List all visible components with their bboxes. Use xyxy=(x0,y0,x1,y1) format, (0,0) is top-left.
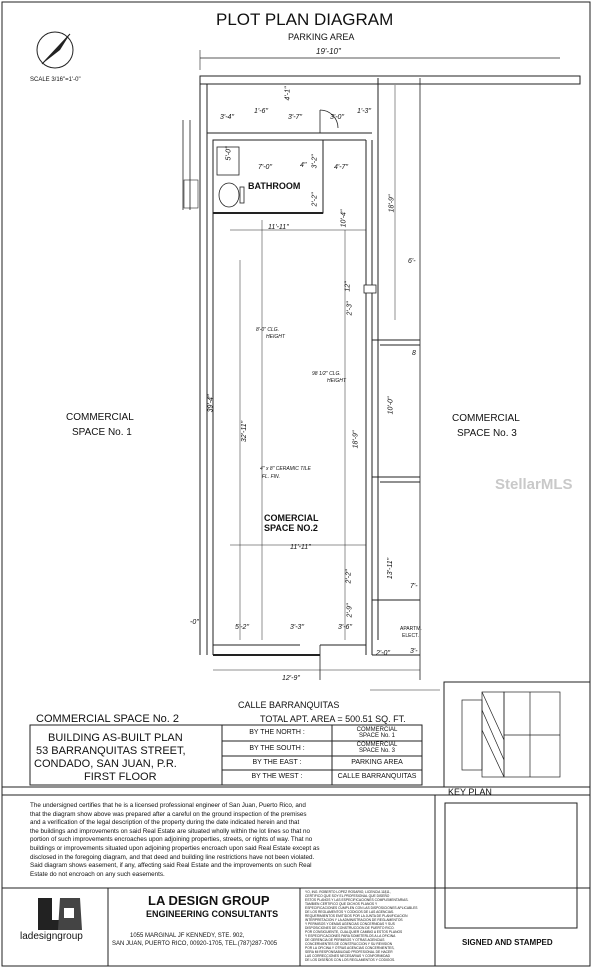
ceiling-note: HEIGHT xyxy=(327,378,346,384)
space-3-label: COMMERCIAL xyxy=(452,413,520,424)
bathroom-label: BATHROOM xyxy=(248,181,301,191)
page-title: PLOT PLAN DIAGRAM xyxy=(216,10,394,29)
commercial-space-label: COMMERCIAL SPACE No. 2 xyxy=(36,713,180,725)
company-address: 1055 MARGINAL JF KENNEDY, STE. 902, xyxy=(130,933,245,939)
space-1-label: COMMERCIAL xyxy=(66,412,134,423)
dim-label: 3'-7" xyxy=(288,114,302,121)
building-line: 53 BARRANQUITAS STREET, xyxy=(36,745,186,757)
dim-label: 5'-0" xyxy=(225,146,233,161)
bound-value: CALLE BARRANQUITAS xyxy=(337,773,417,780)
dim-label: 2'-0" xyxy=(376,650,390,657)
bound-label: BY THE NORTH : xyxy=(249,729,305,736)
total-area-label: TOTAL APT. AREA = 500.51 SQ. FT. xyxy=(260,714,406,724)
dim-label: 3'-0" xyxy=(330,114,344,121)
dim-label: 13'-11" xyxy=(387,557,395,580)
building-line: CONDADO, SAN JUAN, P.R. xyxy=(34,758,177,770)
dim-label: 11'-11" xyxy=(290,544,311,551)
dim-label: 3'-2" xyxy=(311,154,319,169)
dim-label: 2'-9" xyxy=(346,603,354,618)
dim-label: 3'-4" xyxy=(220,114,234,121)
dim-label: 10'-4" xyxy=(340,209,348,228)
dim-label: 3'- xyxy=(410,648,418,655)
bound-value: COMMERCIAL xyxy=(356,727,398,733)
dim-label: 18'-9" xyxy=(352,430,360,449)
building-line: FIRST FLOOR xyxy=(84,771,157,783)
tile-note: 4" x 8" CERAMIC TILE xyxy=(260,466,311,472)
space-2-label: COMERCIAL xyxy=(264,513,319,523)
logo-text: ladesigngroup xyxy=(20,931,83,942)
street-label: CALLE BARRANQUITAS xyxy=(238,700,340,710)
parking-area-label: PARKING AREA xyxy=(288,32,355,42)
bound-value: SPACE No. 3 xyxy=(359,748,395,754)
spanish-certification: YO, ING. ROBERTO LOPEZ ROSARIO, LICENCIA 11811, CERTIFICO QUE SOY EL PROFESIONAL QUE DISEÑO ESTOS PLANOS Y LAS ESPECIFICACIONES COMPLEMENTARIAS. TAMBIEN CERTIFICO QUE DICHOS PLANOS Y ESPECIFICACIONES CUMPLEN CON LAS DISPOSICIONES APLICABLES DE LOS REGLAMENTOS Y CODIGOS DE LAS AGENCIAS. REQUERIMIENTOS EMITIDOS POR LA JUNTA DE PLANIFICACION INTERPRETACION Y LA ADMINISTRACION DE REGLAMENTOS Y PERMISOS Y DEMAS AGENCIAS CONCERNIDAS Y SUS DISPOSICIONES DE CONSTRUCCION DE PUERTO RICO. POR CONSIGUIENTE, CUALQUIER CAMBIO A ESTOS PLANOS Y ESPECIFICACIONES PARA SOMETERLOS A LA OFICINA DE GERENCIA DE PERMISOS Y OTRAS AGENCIAS CONCERNIENTES DE CONSTRUCCION Y SU REVISION POR LA OFICINA Y OTRAS AGENCIAS CONCERNIENTES, SERA MI RESPONSABILIDAD PROFESIONAL DE HACER LAS CORRECCIONES NECESARIAS Y CONFORMIDAD DE LOS DISEÑOS CON LOS REGLAMENTOS Y CODIGOS. xyxy=(305,890,418,962)
dim-label: 8 xyxy=(412,350,416,357)
bound-value: SPACE No. 1 xyxy=(359,733,395,739)
bound-label: BY THE EAST : xyxy=(252,759,302,766)
bound-label: BY THE WEST : xyxy=(251,773,303,780)
bound-label: BY THE SOUTH : xyxy=(249,745,305,752)
dim-label: 11'-11" xyxy=(268,224,289,231)
company-address: SAN JUAN, PUERTO RICO, 00920-1705, TEL.(787)287-7005 xyxy=(112,941,278,947)
company-logo-icon xyxy=(38,898,82,930)
dim-label: 12" xyxy=(344,281,352,292)
bound-value: PARKING AREA xyxy=(351,759,403,766)
dim-label: 4'-7" xyxy=(334,164,348,171)
dim-label: -0" xyxy=(190,619,199,626)
dim-label: 2'-3" xyxy=(346,301,354,316)
dim-label: 1'-3" xyxy=(357,108,371,115)
apartment-note: APARTM. xyxy=(400,626,422,632)
dim-label: 7'-0" xyxy=(258,164,272,171)
dim-label: 12'-9" xyxy=(282,675,300,682)
dim-label: 10'-0" xyxy=(387,396,395,415)
tile-note: FL. FIN. xyxy=(262,474,281,480)
space-1-label: SPACE No. 1 xyxy=(72,427,132,438)
certification-text: The undersigned certifies that he is a licensed professional engineer of San Juan, Puerto Rico, and that the diagram show above was prepared after a careful on the ground inspection of the premises and a verification of the legal description of the property during the date indicated herein and that the buildings and improvements on said Real Estate are situated wholly within the lot lines so that no portion of such improvements encroaches upon adjoining properties, streets, or rights of way. That no buildings or improvements situated upon adjoining properties encroach upon said Real Estate except as disclosed in the foregoing diagram, and that deed and building line restrictions have not been violated. Said diagram shows easement, if any, affecting said Real Estate and the improvements on such Real Estate do not encroach on any such easements. xyxy=(30,802,320,878)
space-2-label: SPACE NO.2 xyxy=(264,523,318,533)
ceiling-note: HEIGHT xyxy=(266,334,285,340)
dim-label: 32'-11" xyxy=(241,420,249,443)
company-name: LA DESIGN GROUP xyxy=(148,893,270,908)
dim-label: 4" xyxy=(300,162,307,169)
ceiling-note: 8'-0" CLG. xyxy=(256,327,280,333)
bound-value: COMMERCIAL xyxy=(356,742,398,748)
company-sub: ENGINEERING CONSULTANTS xyxy=(146,909,279,919)
scale-label: SCALE 3/16"=1'-0" xyxy=(30,77,81,83)
building-line: BUILDING AS-BUILT PLAN xyxy=(48,732,183,744)
dim-label: 4'-1" xyxy=(284,86,292,101)
dim-label: 3'-3" xyxy=(290,624,304,631)
dim-label: 2'-2" xyxy=(345,569,353,584)
dim-label: 1'-6" xyxy=(254,108,268,115)
dim-label: 5'-2" xyxy=(235,624,249,631)
key-plan-label: KEY PLAN xyxy=(448,787,492,797)
dim-label: 18'-9" xyxy=(388,194,396,213)
signed-stamped-label: SIGNED AND STAMPED xyxy=(462,938,553,947)
dim-label: 39'-4" xyxy=(207,394,215,413)
dim-label: 6'- xyxy=(408,258,416,265)
ceiling-note: 98 1/2" CLG. xyxy=(312,371,341,377)
elect-note: ELECT. xyxy=(402,633,419,639)
dim-label: 2'-2" xyxy=(311,192,319,207)
dim-label: 7'- xyxy=(410,583,418,590)
north-arrow-icon xyxy=(37,32,73,68)
space-3-label: SPACE No. 3 xyxy=(457,428,517,439)
dim-top: 19'-10" xyxy=(316,47,341,56)
watermark: StellarMLS xyxy=(495,476,573,493)
dim-label: 3'-6" xyxy=(338,624,352,631)
